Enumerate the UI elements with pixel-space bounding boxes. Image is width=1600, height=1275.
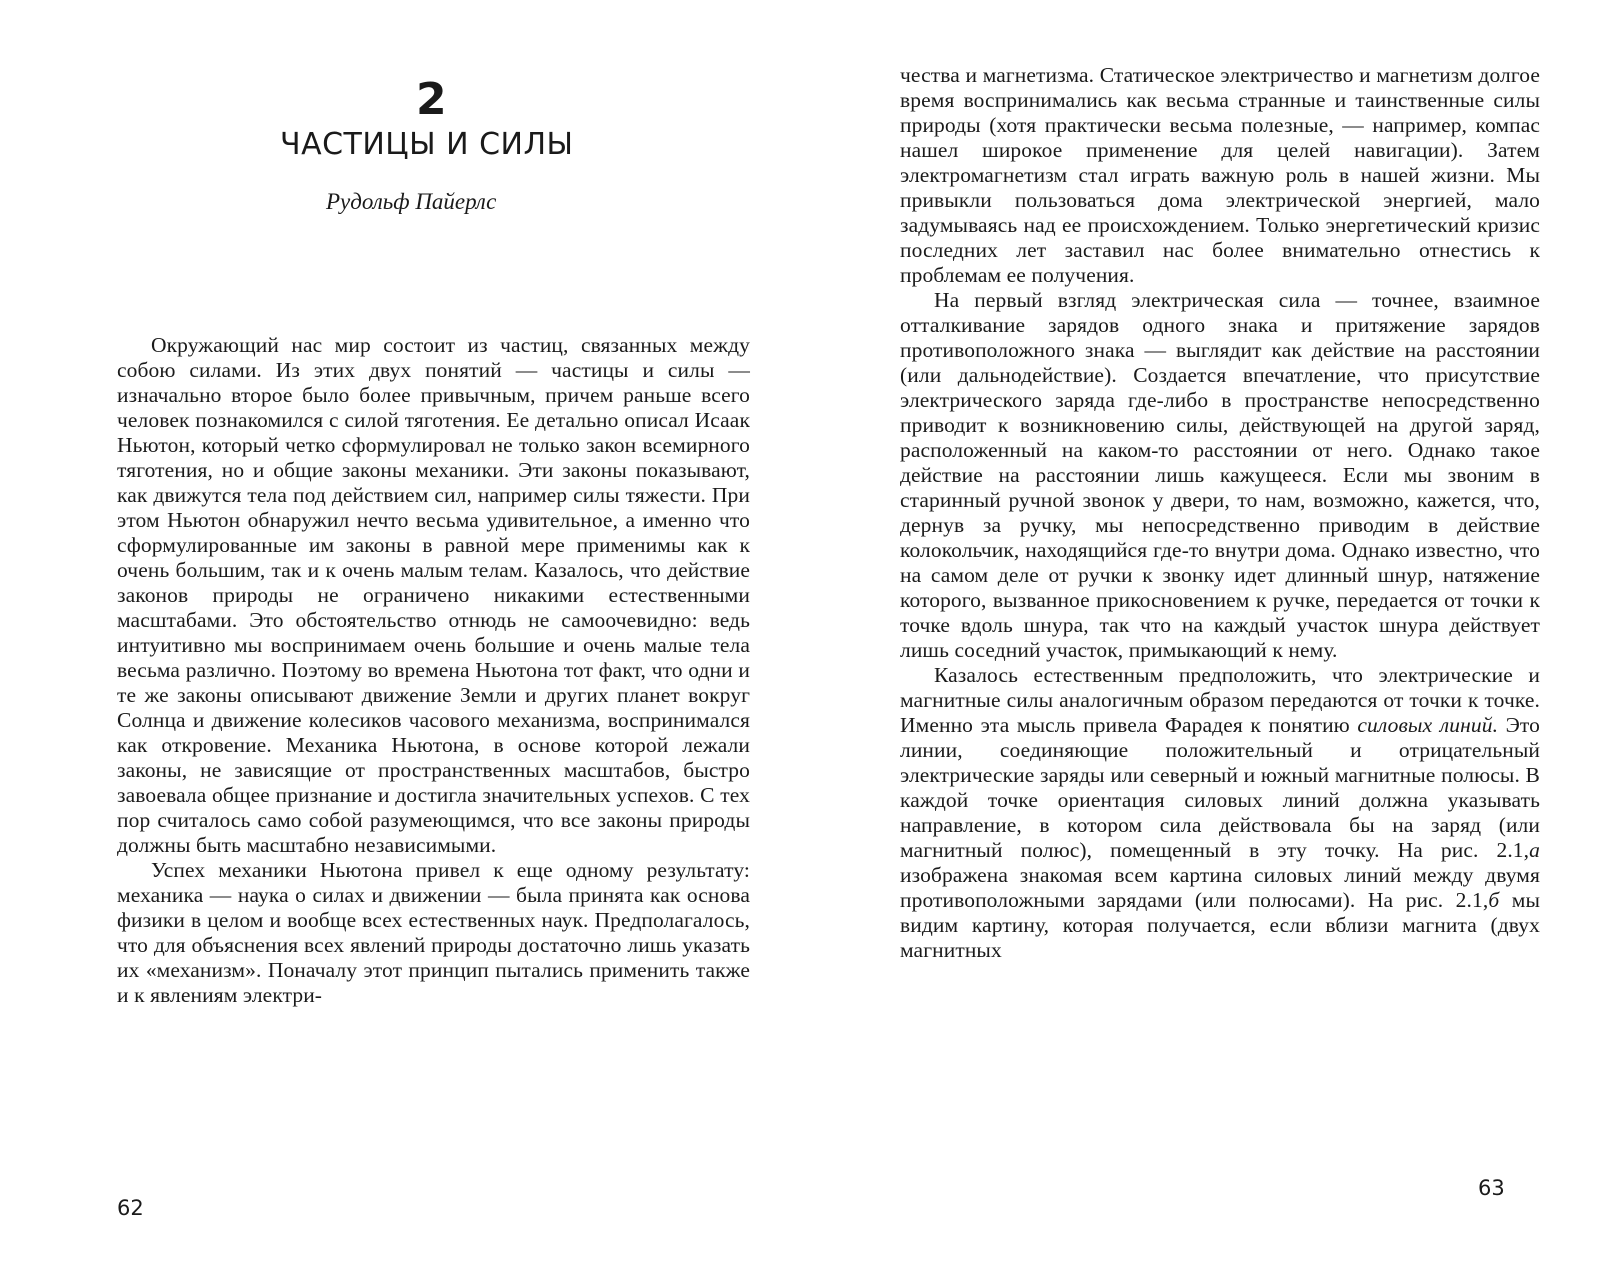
paragraph-text: Казалось естественным предположить, что электрические и магнитные силы аналогичным образом передаются от точки к точке. Именно эта мысль привела Фарадея к понятию: [900, 663, 1540, 737]
right-page-body: [900, 63, 1540, 963]
paragraph: На первый взгляд электрическая сила — точнее, взаимное отталкивание зарядов одного знака и притяжение зарядов противоположного знака — выглядит как действие на расстоянии (или дальнодействие). Создается впечатление, что присутствие электрического заряда где-либо в пространстве непосредственно приводит к возникновению силы, действующей на другой заряд, расположенный на каком-то расстоянии от него. Однако такое действие на расстоянии лишь кажущееся. Если мы звоним в старинный ручной звонок у двери, то нам, возможно, кажется, что, дернув за ручку, мы непосредственно приводим в действие колокольчик, находящийся где-то внутри дома. Однако известно, что на самом деле от ручки к звонку идет длинный шнур, натяжение которого, вызванное прикосновением к ручке, передается от точки к точке вдоль шнура, так что на каждый участок шнура действует лишь соседний участок, примыкающий к нему.: [900, 288, 1540, 662]
paragraph: [900, 663, 1540, 963]
page-number: 62: [117, 1196, 144, 1220]
paragraph-text: изображена знакомая всем картина силовых линий между двумя противоположными зарядами (или полюсами). На рис. 2.1,: [900, 863, 1540, 912]
figure-label: а: [1529, 838, 1540, 862]
chapter-number: 2: [416, 74, 447, 125]
paragraph: Успех механики Ньютона привел к еще одному результату: механика — наука о силах и движении — была принята как основа физики в целом и вообще всех естественных наук. Предполагалось, что для объяснения всех явлений природы достаточно лишь указать их «механизм». Поначалу этот принцип пытались применить также и к явлениям электри-: [117, 858, 750, 1007]
paragraph: Окружающий нас мир состоит из частиц, связанных между собою силами. Из этих двух понятий — частицы и силы — изначально второе было более привычным, причем раньше всего человек познакомился с силой тяготения. Ее детально описал Исаак Ньютон, который четко сформулировал не только закон всемирного тяготения, но и общие законы механики. Эти законы показывают, как движутся тела под действием сил, например силы тяжести. При этом Ньютон обнаружил нечто весьма удивительное, а именно что сформулированные им законы в равной мере применимы как к очень большим, так и к очень малым телам. Казалось, что действие законов природы не ограничено никакими естественными масштабами. Это обстоятельство отнюдь не самоочевидно: ведь интуитивно мы воспринимаем очень большие и очень малые тела весьма различно. Поэтому во времена Ньютона тот факт, что одни и те же законы описывают движение Земли и других планет вокруг Солнца и движение колесиков часового механизма, воспринимался как откровение. Механика Ньютона, в основе которой лежали законы, не зависящие от пространственных масштабов, быстро завоевала общее признание и достигла значительных успехов. С тех пор считалось само собой разумеющимся, что все законы природы должны быть масштабно независимыми.: [117, 333, 750, 857]
page-number: 63: [1478, 1176, 1505, 1200]
emphasis-term: силовых линий.: [1357, 713, 1499, 737]
paragraph-continuation: чества и магнетизма. Статическое электричество и магнетизм долгое время воспринимались как весьма странные и таинственные силы природы (хотя практически весьма полезные, — например, компас нашел широкое применение для целей навигации). Затем электромагнетизм стал играть важную роль в нашей жизни. Мы привыкли пользоваться дома электрической энергией, мало задумываясь над ее происхождением. Только энергетический кризис последних лет заставил нас более внимательно отнестись к проблемам ее получения.: [900, 63, 1540, 287]
figure-label: б: [1488, 888, 1500, 912]
chapter-author: Рудольф Пайерлс: [326, 189, 497, 214]
paragraph-text: Это линии, соединяющие положительный и отрицательный электрические заряды или северный и южный магнитные полюсы. В каждой точке ориентация силовых линий должна указывать направление, в котором сила действовала бы на заряд (или магнитный полюс), помещенный в эту точку. На рис. 2.1,: [900, 713, 1540, 862]
left-page-body: [117, 333, 750, 1008]
paragraph-text: мы видим картину, которая получается, если вблизи магнита (двух магнитных: [900, 888, 1541, 962]
chapter-title: ЧАСТИЦЫ И СИЛЫ: [280, 127, 574, 162]
right-page: [800, 0, 1600, 1275]
